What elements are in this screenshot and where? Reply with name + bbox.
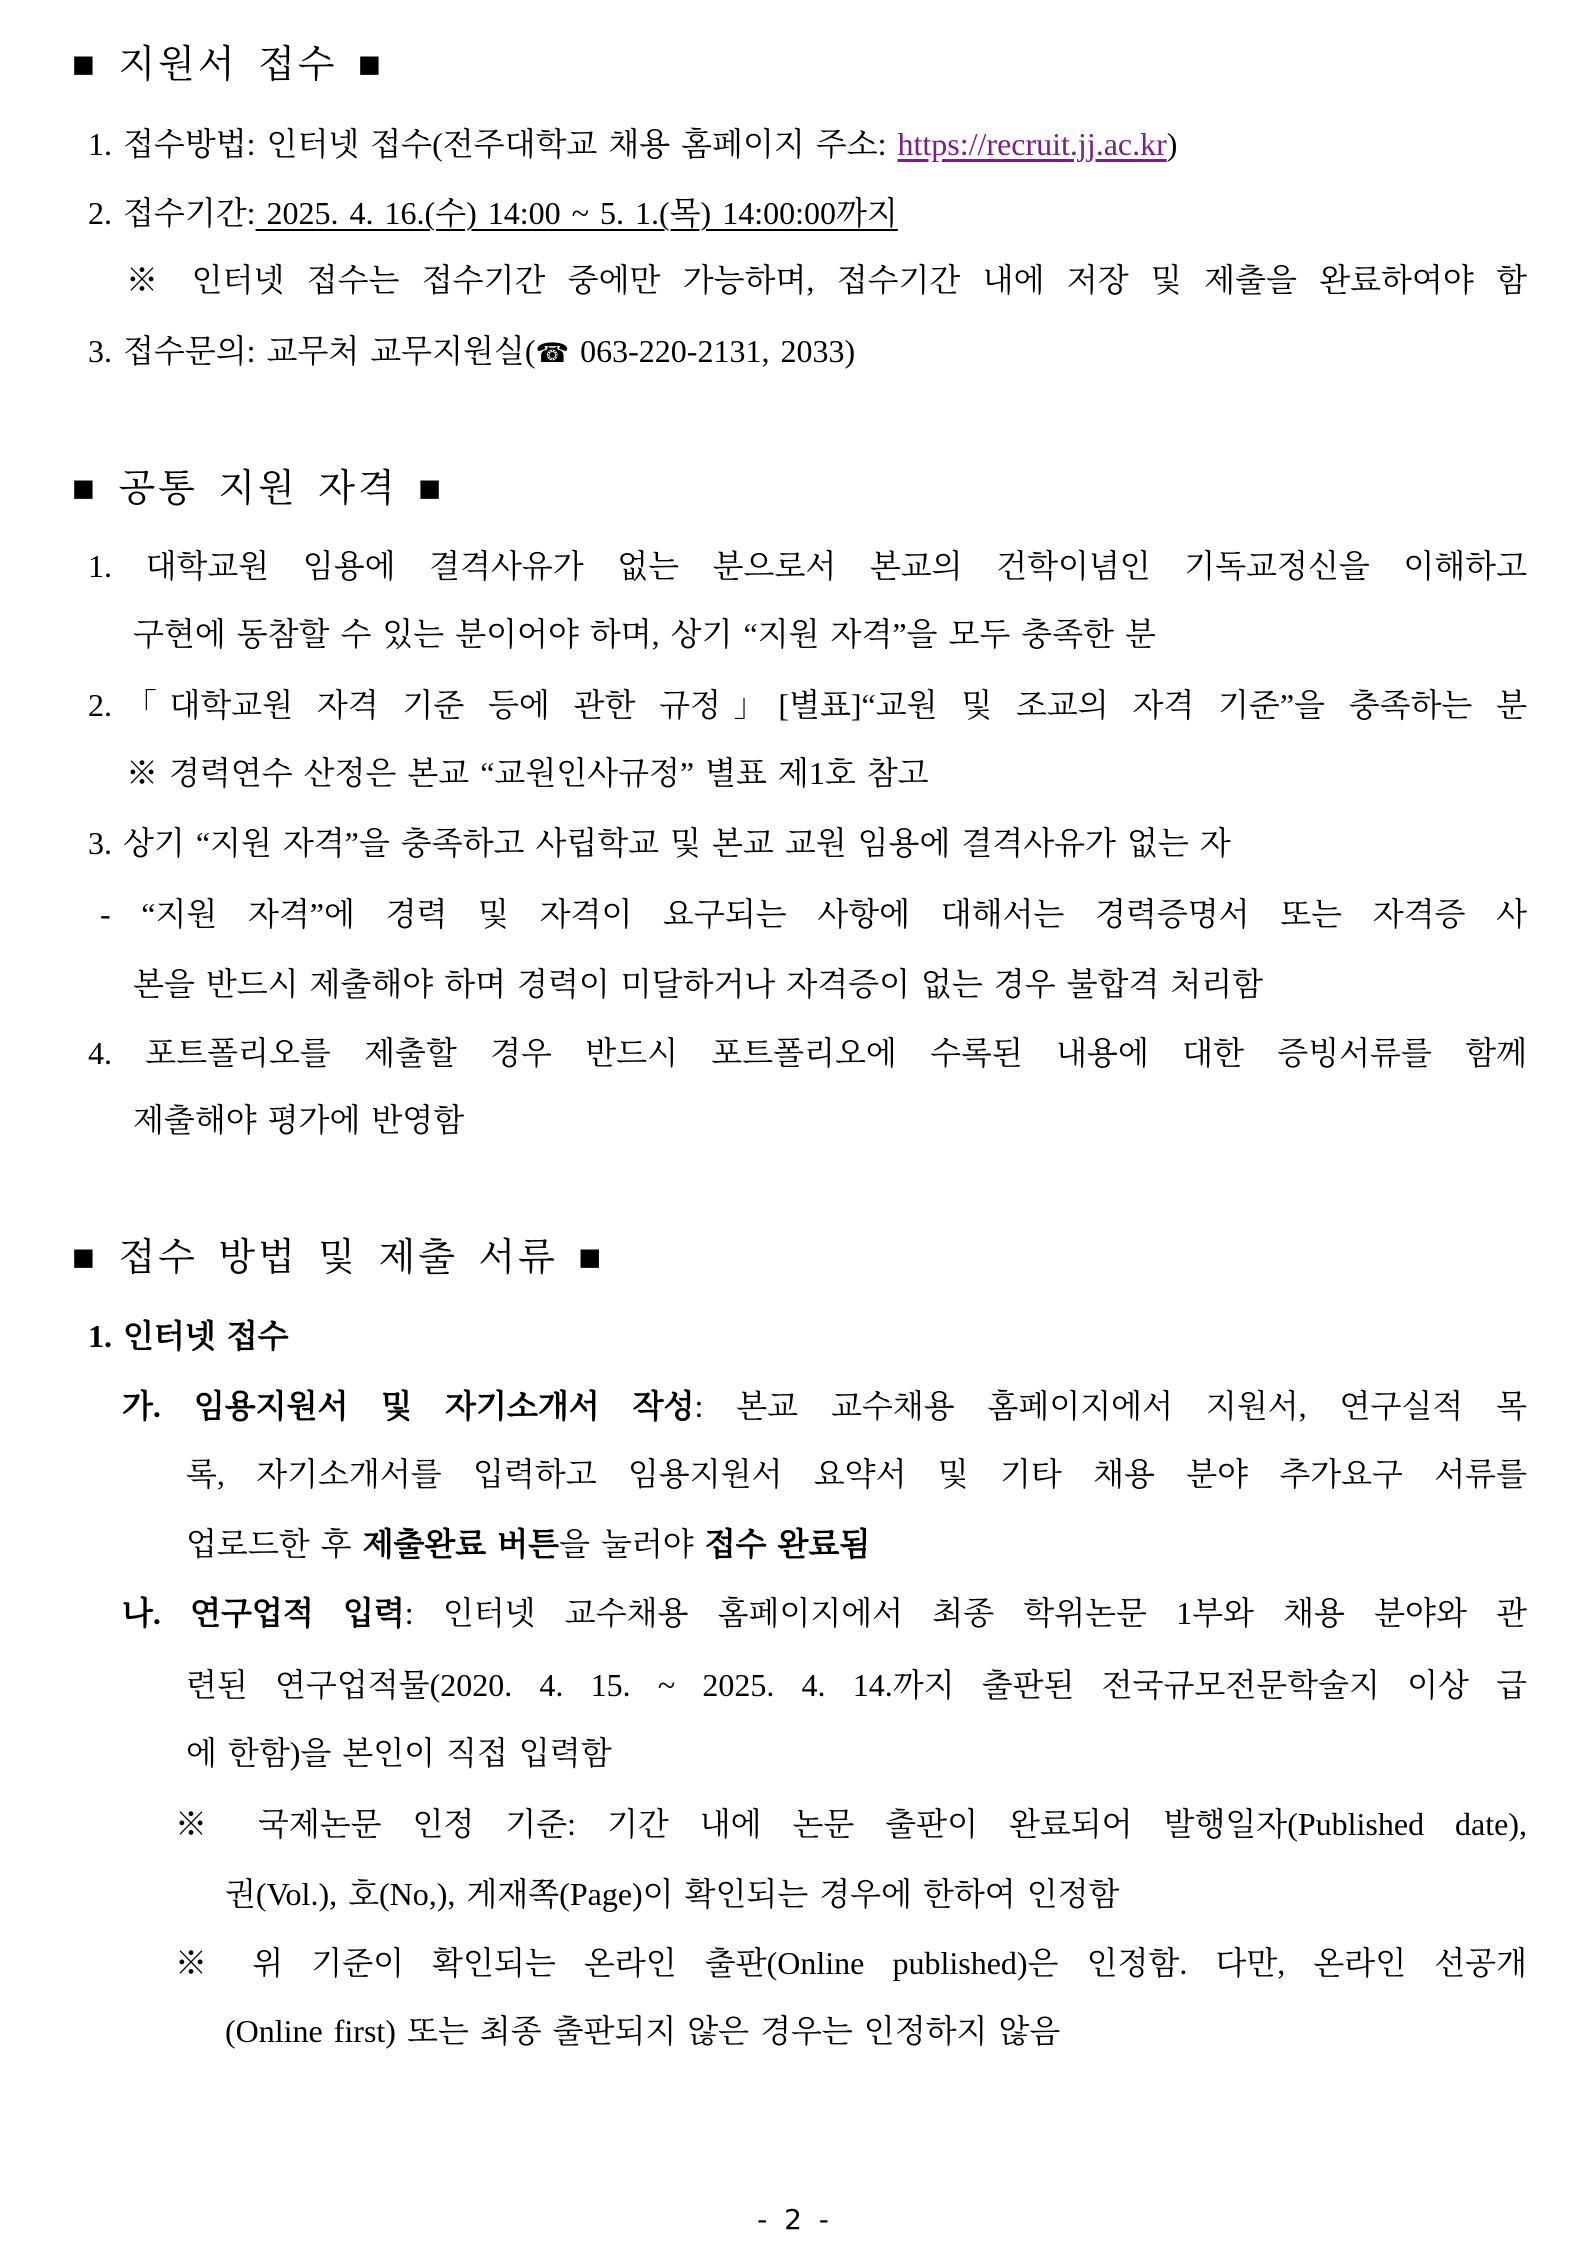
s3-ga-text: : 본교 교수채용 홈페이지에서 지원서, 연구실적 목 <box>694 1388 1527 1424</box>
s2-line <box>100 890 1527 938</box>
s2-line-text: - “지원 자격”에 경력 및 자격이 요구되는 사항에 대해서는 경력증명서 또는 자격증 사 <box>100 896 1527 932</box>
s3-note-online <box>225 2007 1527 2055</box>
s3-ga-complete: 접수 완료됨 <box>704 1526 871 1562</box>
s2-line <box>88 819 1527 867</box>
s3-ga-text: 을 눌러야 <box>559 1526 705 1562</box>
s3-na-line <box>186 1729 1527 1777</box>
s2-line <box>133 1096 1527 1144</box>
s3-note-text: ※ 국제논문 인정 기준: 기간 내에 논문 출판이 완료되어 발행일자(Published date), <box>175 1806 1527 1842</box>
s3-ga-text: 업로드한 후 <box>186 1526 363 1562</box>
s1-note-text: ※ 인터넷 접수는 접수기간 중에만 가능하며, 접수기간 내에 저장 및 제출을 완료하여야 함 <box>126 262 1527 298</box>
s3-na-label: 나. <box>122 1595 161 1631</box>
s1-item-period <box>88 189 1527 237</box>
s1-item-inquiry <box>88 327 1527 375</box>
section-heading-qualifications: ■ 공통 지원 자격 ■ <box>72 468 445 510</box>
s3-ga-text: 록, 자기소개서를 입력하고 임용지원서 요약서 및 기타 채용 분야 추가요구 서류를 <box>186 1456 1527 1492</box>
s3-na-text: 련된 연구업적물(2020. 4. 15. ~ 2025. 4. 14.까지 출판된 전국규모전문학술지 이상 급 <box>186 1667 1527 1703</box>
s2-line <box>133 960 1527 1008</box>
s3-note-international <box>175 1800 1527 1848</box>
s2-note-text: ※ 경력연수 산정은 본교 “교원인사규정” 별표 제1호 참고 <box>126 755 929 791</box>
s1-note <box>126 256 1527 304</box>
s2-line-text: 2.「대학교원 자격 기준 등에 관한 규정」[별표]“교원 및 조교의 자격 기준”을 충족하는 분 <box>88 687 1527 723</box>
s3-note-text: (Online first) 또는 최종 출판되지 않은 경우는 인정하지 않음 <box>225 2013 1061 2049</box>
s3-item-internet <box>88 1312 1527 1360</box>
phone-icon: ☎ <box>535 338 570 369</box>
s2-line-text: 4. 포트폴리오를 제출할 경우 반드시 포트폴리오에 수록된 내용에 대한 증빙서류를 함께 <box>88 1035 1527 1071</box>
s3-note-online <box>175 1939 1527 1987</box>
s2-line-text: 제출해야 평가에 반영함 <box>133 1102 465 1138</box>
s3-note-text: 권(Vol.), 호(No,), 게재쪽(Page)이 확인되는 경우에 한하여 인정함 <box>225 1876 1120 1912</box>
s3-item-internet-text: 1. 인터넷 접수 <box>88 1318 289 1354</box>
page-number: - 2 - <box>757 2203 833 2236</box>
s2-line-text: 3. 상기 “지원 자격”을 충족하고 사립학교 및 본교 교원 임용에 결격사유가 없는 자 <box>88 825 1231 861</box>
s3-na-line <box>122 1589 1527 1637</box>
s3-na-text: 에 한함)을 본인이 직접 입력함 <box>186 1735 612 1771</box>
s2-note <box>126 749 1527 797</box>
s2-line <box>133 610 1527 658</box>
s2-line <box>88 542 1527 590</box>
s1-item-inquiry-text: 3. 접수문의: 교무처 교무지원실( <box>88 333 536 369</box>
s2-line-text: 구현에 동참할 수 있는 분이어야 하며, 상기 “지원 자격”을 모두 충족한 분 <box>133 616 1156 652</box>
s3-ga-label: 가. <box>122 1388 161 1424</box>
s3-note-international <box>225 1870 1527 1918</box>
s1-item-period-dates: 2025. 4. 16.(수) 14:00 ~ 5. 1.(목) 14:00:00까지 <box>255 195 898 231</box>
s3-note-text: ※ 위 기준이 확인되는 온라인 출판(Online published)은 인정함. 다만, 온라인 선공개 <box>175 1945 1527 1981</box>
s2-line-text: 1. 대학교원 임용에 결격사유가 없는 분으로서 본교의 건학이념인 기독교정신을 이해하고 <box>88 548 1527 584</box>
s3-ga-line <box>186 1520 1527 1568</box>
recruit-homepage-link[interactable]: https://recruit.jj.ac.kr <box>897 126 1167 162</box>
s3-ga-line <box>186 1450 1527 1498</box>
s3-na-title: 연구업적 입력 <box>190 1595 405 1631</box>
submit-complete-button-mention: 제출완료 버튼 <box>362 1526 560 1562</box>
s3-na-text: : 인터넷 교수채용 홈페이지에서 최종 학위논문 1부와 채용 분야와 관 <box>404 1595 1527 1631</box>
s1-item-inquiry-number: 063-220-2131, 2033) <box>569 333 856 369</box>
s3-na-line <box>186 1661 1527 1709</box>
s2-line <box>88 1029 1527 1077</box>
s2-line <box>88 681 1527 729</box>
s2-line-text: 본을 반드시 제출해야 하며 경력이 미달하거나 자격증이 없는 경우 불합격 처리함 <box>133 966 1264 1002</box>
section-heading-application: ■ 지원서 접수 ■ <box>72 44 384 86</box>
s1-item-method <box>88 120 1527 168</box>
section-heading-submission: ■ 접수 방법 및 제출 서류 ■ <box>72 1237 605 1279</box>
s1-item-period-label: 2. 접수기간: <box>88 195 256 231</box>
s3-ga-title: 임용지원서 및 자기소개서 작성 <box>193 1388 695 1424</box>
s1-item-method-close: ) <box>1166 126 1178 162</box>
s1-item-method-text: 1. 접수방법: 인터넷 접수(전주대학교 채용 홈페이지 주소: <box>88 126 898 162</box>
s3-ga-line <box>122 1382 1527 1430</box>
